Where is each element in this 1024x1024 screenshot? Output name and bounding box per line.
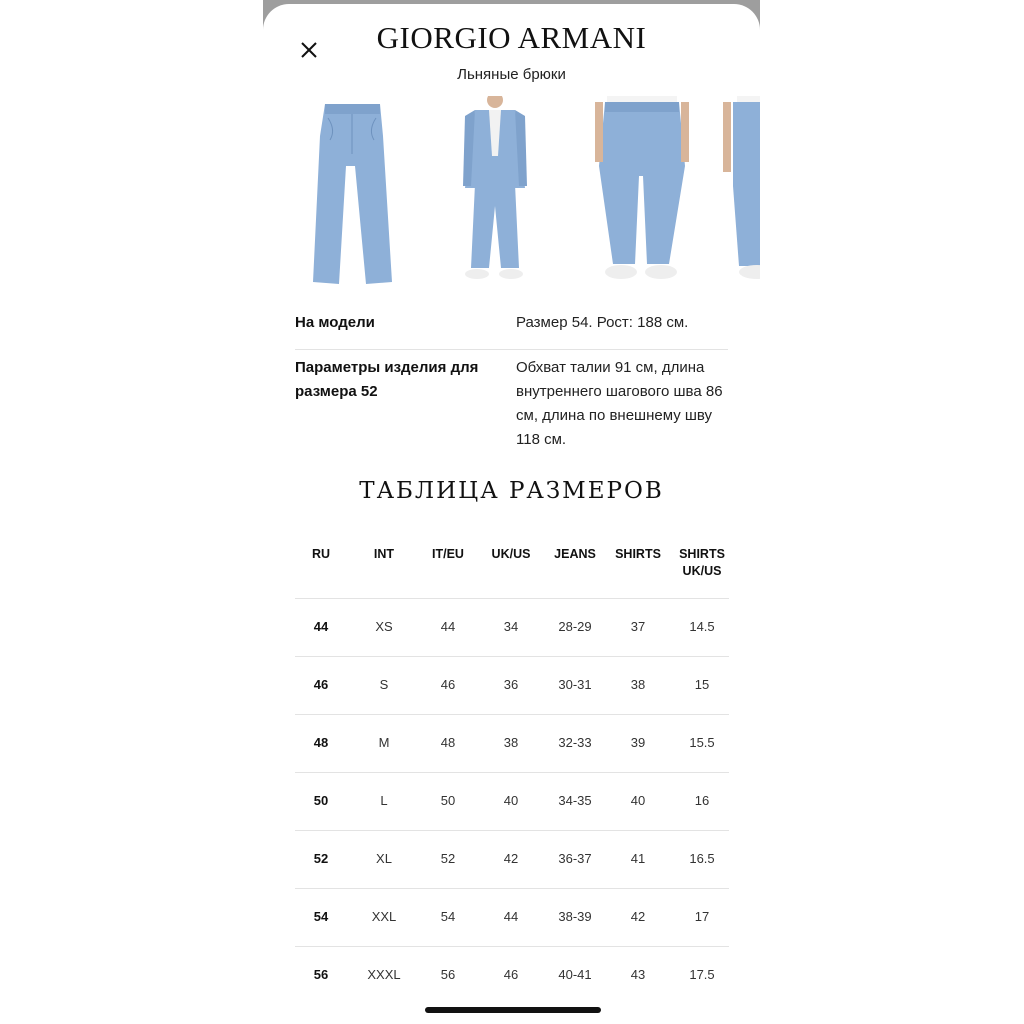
size-table-cell: 30-31 [558, 677, 592, 692]
size-table-cell: S [379, 677, 389, 692]
gallery-image-model-full-suit[interactable] [435, 96, 555, 292]
size-table-cell: XL [376, 851, 392, 866]
size-table-cell: 40 [630, 793, 646, 808]
size-table-cell: 50 [313, 793, 329, 808]
size-table-cell: 50 [440, 793, 456, 808]
size-table-cell: 56 [440, 967, 456, 982]
size-table-cell: 52 [313, 851, 329, 866]
size-table-cell: 15 [694, 677, 710, 692]
size-table-cell: XXXL [367, 967, 401, 982]
size-table-title: ТАБЛИЦА РАЗМЕРОВ [359, 478, 664, 504]
size-table-cell: 44 [440, 619, 456, 634]
size-table-cell: 17 [694, 909, 710, 924]
size-table-cell: 46 [440, 677, 456, 692]
gallery-image-model-trousers-side[interactable] [723, 96, 760, 292]
size-table-header-cell: SHIRTS UK/US [679, 547, 725, 578]
size-table-cell: 17.5 [689, 967, 715, 982]
size-table [295, 546, 729, 1004]
size-table-cell: XS [375, 619, 393, 634]
size-table-cell: 32-33 [558, 735, 592, 750]
size-table-header-cell: UK/US [491, 547, 531, 561]
size-table-cell: M [378, 735, 390, 750]
size-table-cell: 42 [630, 909, 646, 924]
size-table-cell: 44 [503, 909, 519, 924]
product-gallery[interactable] [263, 96, 760, 292]
size-table-header-cell: SHIRTS [615, 547, 661, 561]
size-table-cell: 56 [313, 967, 329, 982]
size-table-header [295, 546, 729, 599]
size-table-cell: 36 [503, 677, 519, 692]
size-table-header-cell: IT/EU [432, 547, 464, 561]
size-table-cell: 48 [313, 735, 329, 750]
size-table-cell: 34-35 [558, 793, 592, 808]
size-table-cell: 54 [440, 909, 456, 924]
size-table-cell: 44 [313, 619, 329, 634]
size-table-row [295, 657, 729, 715]
size-table-cell: 14.5 [689, 619, 715, 634]
size-table-header-cell: JEANS [554, 547, 596, 561]
size-table-cell: 34 [503, 619, 519, 634]
size-table-cell: 16.5 [689, 851, 715, 866]
size-table-row [295, 889, 729, 947]
size-table-cell: 48 [440, 735, 456, 750]
gallery-image-model-trousers-front[interactable] [581, 96, 701, 292]
size-guide-sheet [263, 4, 760, 1024]
size-table-cell: 46 [503, 967, 519, 982]
size-table-cell: 36-37 [558, 851, 592, 866]
brand-logo: GIORGIO ARMANI [376, 20, 647, 55]
size-table-row [295, 773, 729, 831]
size-table-cell: 42 [503, 851, 519, 866]
size-table-cell: 40-41 [558, 967, 592, 982]
size-table-cell: 38 [630, 677, 646, 692]
size-table-header-cell: INT [373, 547, 395, 561]
size-table-cell: 40 [503, 793, 519, 808]
size-table-cell: 15.5 [689, 735, 715, 750]
size-table-cell: 52 [440, 851, 456, 866]
size-table-cell: 38 [503, 735, 519, 750]
size-table-row [295, 947, 729, 1004]
size-table-cell: 43 [630, 967, 646, 982]
size-table-body [295, 599, 729, 1004]
size-table-row [295, 831, 729, 889]
size-table-cell: 54 [313, 909, 329, 924]
size-table-cell: 38-39 [558, 909, 592, 924]
size-table-row [295, 715, 729, 773]
home-indicator [425, 1007, 601, 1013]
size-table-cell: 37 [630, 619, 646, 634]
size-table-cell: 41 [630, 851, 646, 866]
spec-value: Обхват талии 91 см, длина внутреннего шагового шва 86 см, длина по внешнему шву 118 см. [516, 359, 723, 448]
spec-label: Параметры изделия для размера 52 [295, 359, 479, 400]
spec-row-measurements [295, 356, 728, 456]
size-table-cell: 28-29 [558, 619, 592, 634]
size-table-cell: 39 [630, 735, 646, 750]
size-table-cell: 16 [694, 793, 710, 808]
size-table-cell: XXL [371, 909, 397, 924]
spec-row-on-model [295, 311, 728, 350]
spec-value: Размер 54. Рост: 188 см. [516, 314, 689, 331]
size-table-header-cell: RU [311, 547, 331, 561]
gallery-image-trousers-front[interactable] [288, 96, 408, 292]
size-table-row [295, 599, 729, 657]
product-title: Льняные брюки [457, 66, 566, 83]
size-table-cell: 46 [313, 677, 329, 692]
size-table-cell: L [380, 793, 388, 808]
spec-label: На модели [295, 314, 375, 331]
